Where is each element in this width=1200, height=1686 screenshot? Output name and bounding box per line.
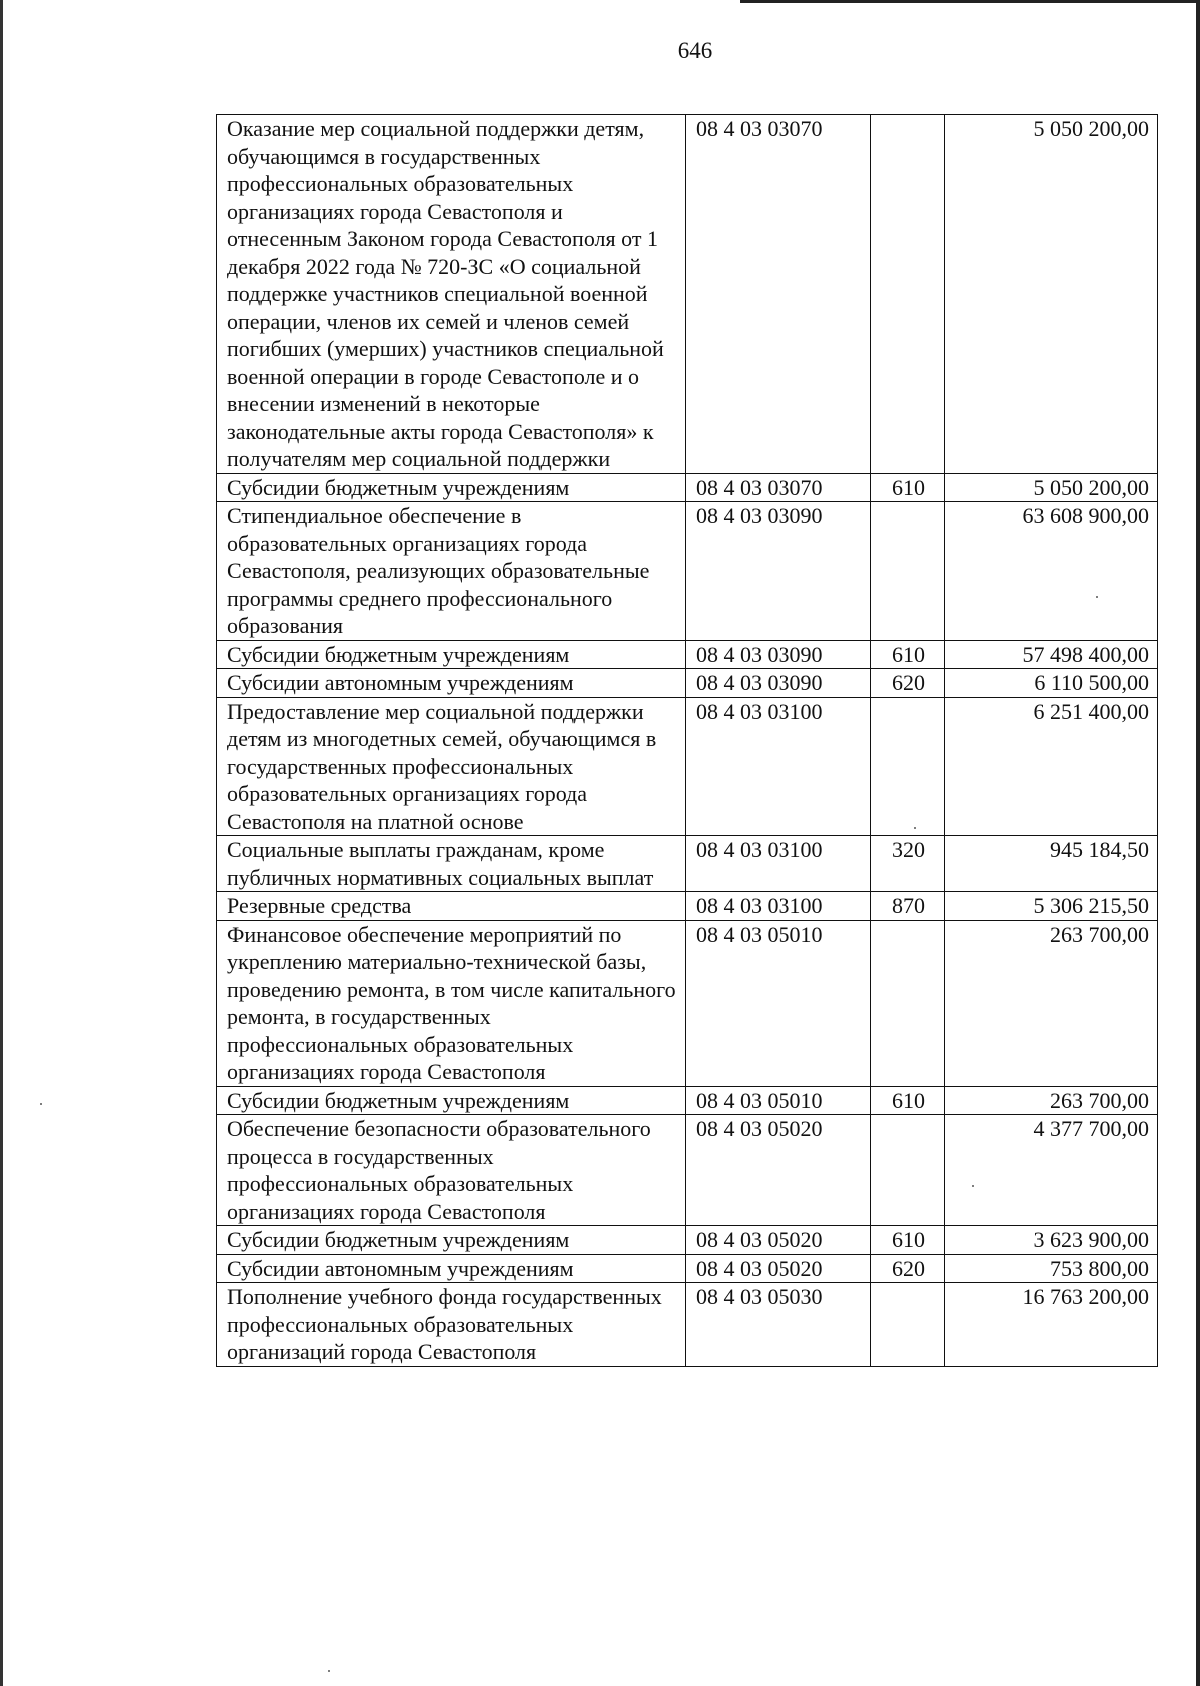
row-name: Субсидии бюджетным учреждениям [217,1086,686,1115]
row-name: Финансовое обеспечение мероприятий по укреплению материально-технической базы, проведению ремонта, в том числе капитального ремонта, в государственных профессиональных образовательных организациях города Севастополя [217,920,686,1086]
row-sum: 6 110 500,00 [945,669,1158,698]
row-sum: 263 700,00 [945,1086,1158,1115]
row-code: 08 4 03 05010 [686,1086,871,1115]
scan-speck [1096,596,1098,598]
row-sum: 57 498 400,00 [945,640,1158,669]
row-type: 620 [871,1254,945,1283]
row-type [871,1283,945,1367]
row-sum: 63 608 900,00 [945,502,1158,641]
row-code: 08 4 03 05020 [686,1254,871,1283]
row-type [871,697,945,836]
table-row [217,502,1158,641]
row-code: 08 4 03 05030 [686,1283,871,1367]
row-sum: 4 377 700,00 [945,1115,1158,1226]
table-row [217,473,1158,502]
row-code: 08 4 03 03090 [686,669,871,698]
row-type: 610 [871,1226,945,1255]
table-row [217,697,1158,836]
scan-speck [40,1103,42,1105]
table-row [217,115,1158,474]
row-name: Субсидии автономным учреждениям [217,669,686,698]
table-row [217,920,1158,1086]
row-name: Социальные выплаты гражданам, кроме публичных нормативных социальных выплат [217,836,686,892]
scan-edge-top [740,0,1200,3]
row-name: Субсидии бюджетным учреждениям [217,1226,686,1255]
scan-edge-left [0,0,3,1686]
row-sum: 5 050 200,00 [945,115,1158,474]
row-code: 08 4 03 05010 [686,920,871,1086]
row-code: 08 4 03 03100 [686,697,871,836]
row-sum: 753 800,00 [945,1254,1158,1283]
row-sum: 5 306 215,50 [945,892,1158,921]
row-sum: 945 184,50 [945,836,1158,892]
row-sum: 5 050 200,00 [945,473,1158,502]
row-type [871,115,945,474]
scan-speck [328,1670,330,1672]
table-row [217,1115,1158,1226]
row-name: Резервные средства [217,892,686,921]
row-type: 620 [871,669,945,698]
row-name: Субсидии бюджетным учреждениям [217,473,686,502]
row-name: Оказание мер социальной поддержки детям, обучающимся в государственных профессиональных образовательных организациях города Севастополя и отнесенным Законом города Севастополя от 1 декабря 2022 года № 720-ЗС «О социальной поддержке участников специальной военной операции, членов их семей и членов семей погибших (умерших) участников специальной военной операции в городе Севастополе и о внесении изменений в некоторые законодательные акты города Севастополя» к получателям мер социальной поддержки [217,115,686,474]
row-name: Стипендиальное обеспечение в образовательных организациях города Севастополя, реализующих образовательные программы среднего профессионального образования [217,502,686,641]
row-type: 320 [871,836,945,892]
row-sum: 263 700,00 [945,920,1158,1086]
row-type: 610 [871,473,945,502]
row-name: Субсидии автономным учреждениям [217,1254,686,1283]
row-code: 08 4 03 05020 [686,1226,871,1255]
row-type: 610 [871,640,945,669]
page-number: 646 [677,38,713,63]
row-name: Субсидии бюджетным учреждениям [217,640,686,669]
row-code: 08 4 03 05020 [686,1115,871,1226]
table-row [217,1254,1158,1283]
row-sum: 3 623 900,00 [945,1226,1158,1255]
row-type: 870 [871,892,945,921]
table-row [217,892,1158,921]
row-sum: 16 763 200,00 [945,1283,1158,1367]
row-type [871,920,945,1086]
row-code: 08 4 03 03090 [686,640,871,669]
row-code: 08 4 03 03070 [686,115,871,474]
budget-table [216,114,1158,1367]
table-row [217,836,1158,892]
row-sum: 6 251 400,00 [945,697,1158,836]
row-code: 08 4 03 03070 [686,473,871,502]
row-name: Предоставление мер социальной поддержки детям из многодетных семей, обучающимся в государственных профессиональных образовательных организациях города Севастополя на платной основе [217,697,686,836]
row-type: 610 [871,1086,945,1115]
row-code: 08 4 03 03100 [686,892,871,921]
table-row [217,669,1158,698]
scan-speck [972,1185,974,1187]
row-name: Обеспечение безопасности образовательного процесса в государственных профессиональных образовательных организациях города Севастополя [217,1115,686,1226]
table-row [217,640,1158,669]
scan-speck [914,827,916,829]
row-type [871,502,945,641]
table-row [217,1283,1158,1367]
table-row [217,1086,1158,1115]
scan-edge-right [1196,0,1200,1686]
row-name: Пополнение учебного фонда государственных профессиональных образовательных организаций города Севастополя [217,1283,686,1367]
table-row [217,1226,1158,1255]
row-type [871,1115,945,1226]
row-code: 08 4 03 03100 [686,836,871,892]
row-code: 08 4 03 03090 [686,502,871,641]
